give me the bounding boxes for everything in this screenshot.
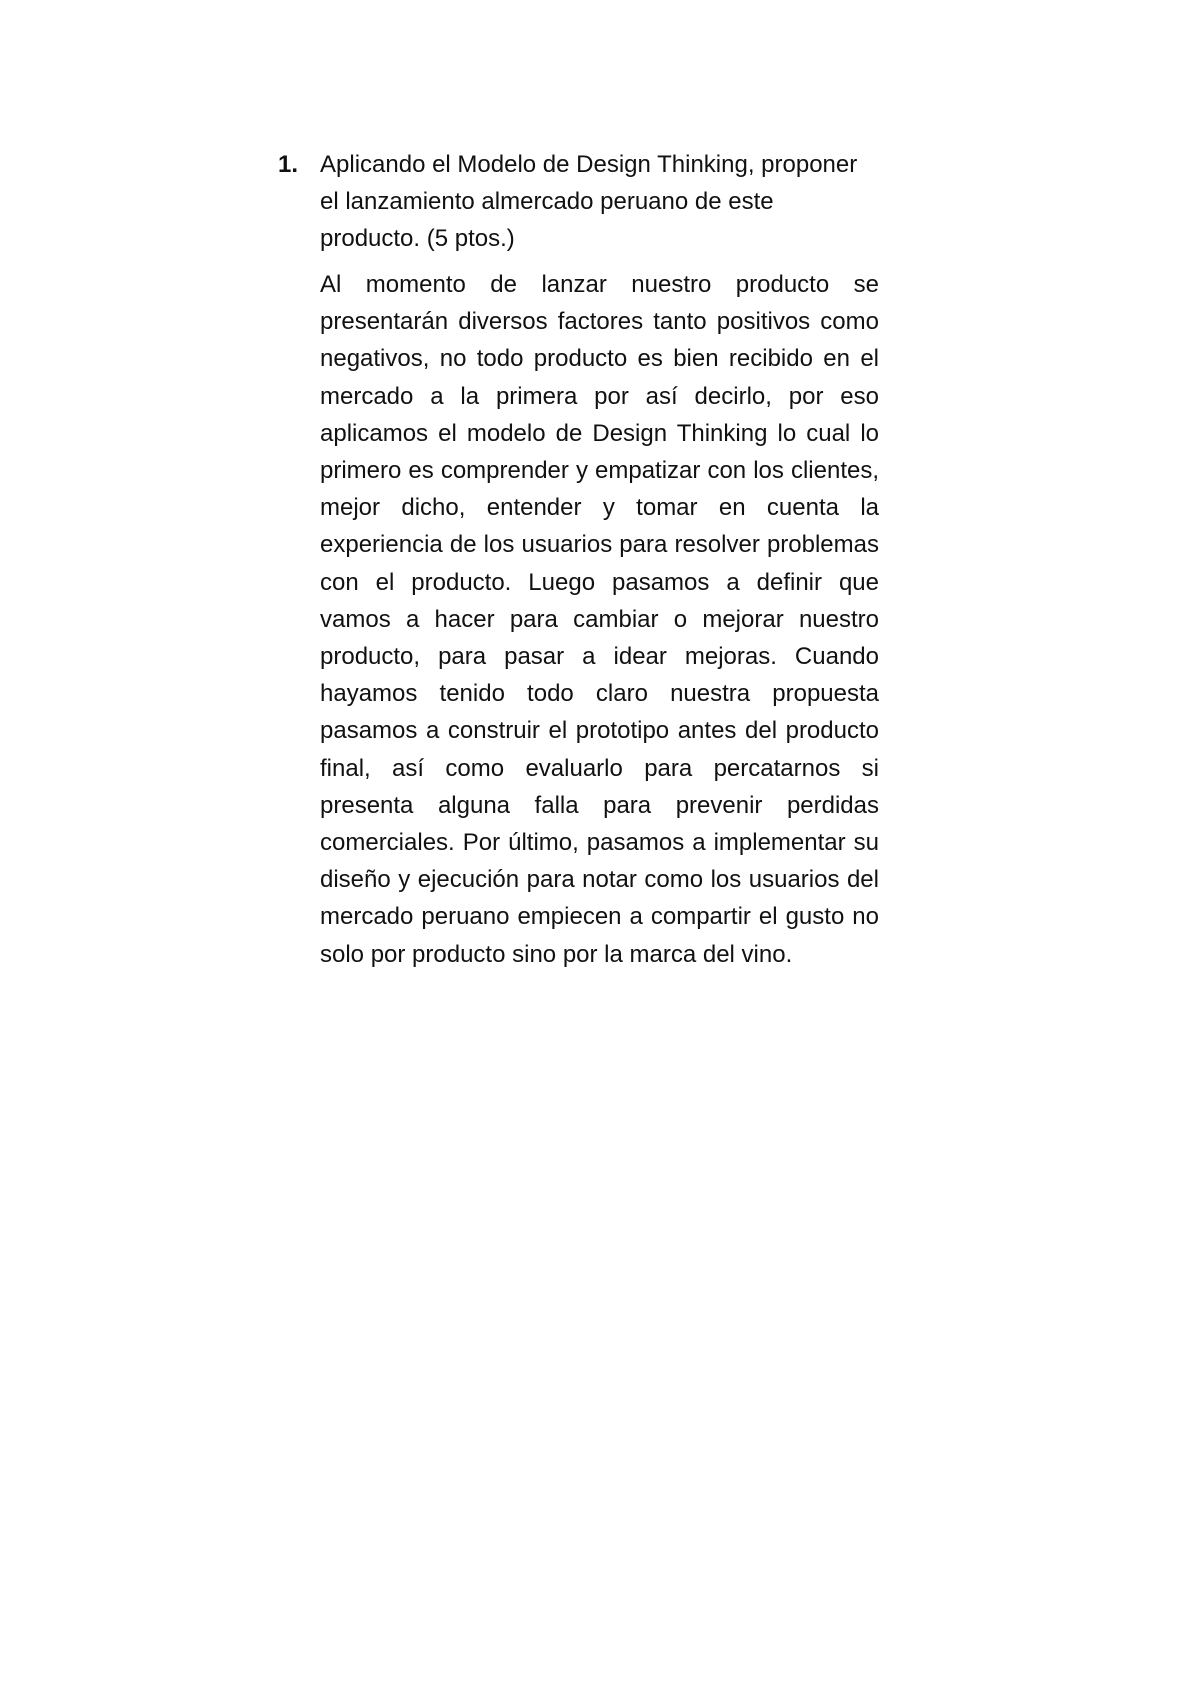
question-prompt: Aplicando el Modelo de Design Thinking, proponer el lanzamiento almercado peruano de este producto. (5 ptos.) xyxy=(320,151,858,252)
answer-paragraph: Al momento de lanzar nuestro producto se presentarán diversos factores tanto positivos como negativos, no todo producto es bien recibido en el mercado a la primera por así decirlo, por eso aplicamos el modelo de Design Thinking lo cual lo primero es comprender y empatizar con los clientes, mejor dicho, entender y tomar en cuenta la experiencia de los usuarios para resolver problemas con el producto. Luego pasamos a definir que vamos a hacer para cambiar o mejorar nuestro producto, para pasar a idear mejoras. Cuando hayamos tenido todo claro nuestra propuesta pasamos a construir el prototipo antes del producto final, así como evaluarlo para percatarnos si presenta alguna falla para prevenir perdidas comerciales. Por último, pasamos a implementar su diseño y ejecución para notar como los usuarios del mercado peruano empiecen a compartir el gusto no solo por producto sino por la marca del vino. xyxy=(320,271,879,968)
question-item xyxy=(278,146,930,973)
question-number: 1. xyxy=(278,151,299,178)
